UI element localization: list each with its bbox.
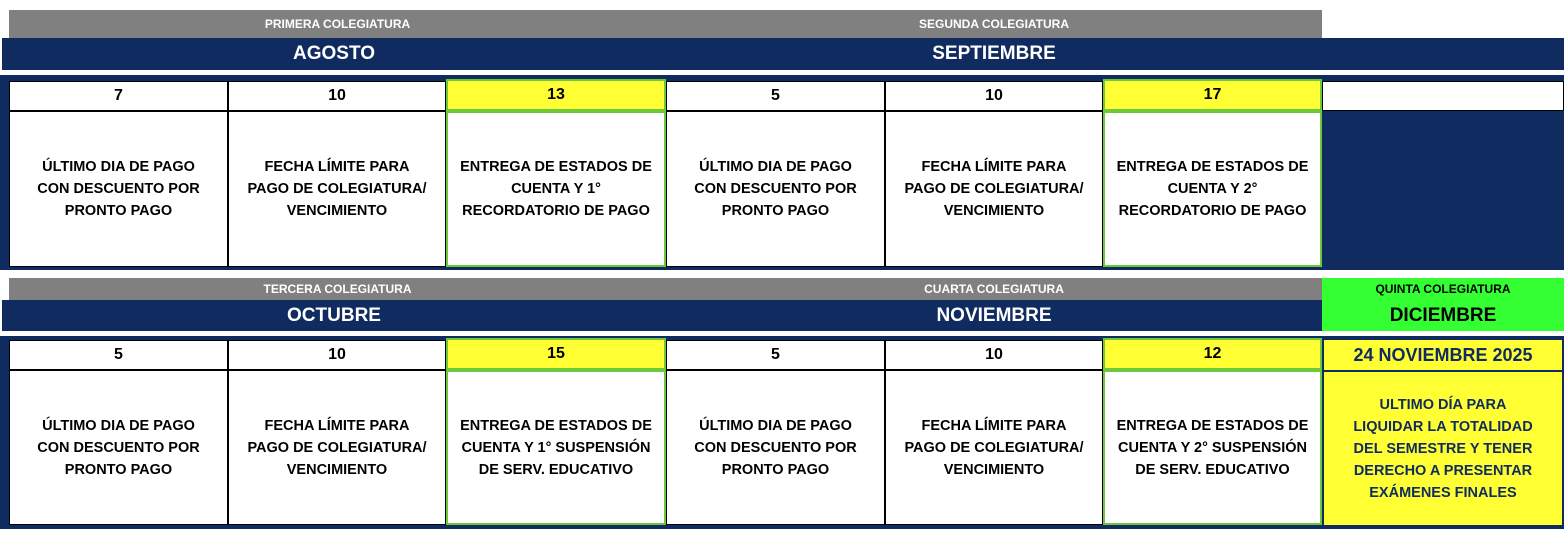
desc-cell: ÚLTIMO DIA DE PAGO CON DESCUENTO POR PRONTO PAGO (666, 370, 885, 525)
month-spacer (1322, 38, 1564, 70)
group-title-segunda: SEGUNDA COLEGIATURA (666, 10, 1322, 38)
month-octubre: OCTUBRE (2, 300, 666, 331)
group-title-tercera: TERCERA COLEGIATURA (9, 278, 666, 300)
date-cell: 10 (885, 340, 1103, 370)
date-cell: 5 (666, 81, 885, 111)
date-cell: 7 (9, 81, 228, 111)
month-agosto: AGOSTO (2, 38, 666, 70)
month-septiembre: SEPTIEMBRE (666, 38, 1322, 70)
date-cell: 10 (885, 81, 1103, 111)
month-noviembre: NOVIEMBRE (666, 300, 1322, 331)
desc-cell: ÚLTIMO DIA DE PAGO CON DESCUENTO POR PRONTO PAGO (666, 111, 885, 267)
desc-cell-highlight: ENTREGA DE ESTADOS DE CUENTA Y 2° RECORDATORIO DE PAGO (1103, 111, 1322, 267)
quinta-date: 24 NOVIEMBRE 2025 (1324, 340, 1562, 370)
date-cell-highlight: 17 (1103, 79, 1322, 111)
desc-cell: ÚLTIMO DIA DE PAGO CON DESCUENTO POR PRONTO PAGO (9, 111, 228, 267)
date-cell: 10 (228, 81, 446, 111)
desc-cell: FECHA LÍMITE PARA PAGO DE COLEGIATURA/ VENCIMIENTO (885, 111, 1103, 267)
date-cell: 5 (9, 340, 228, 370)
date-cell-highlight: 13 (446, 79, 666, 111)
group-title-quinta: QUINTA COLEGIATURA (1322, 278, 1564, 300)
desc-cell-highlight: ENTREGA DE ESTADOS DE CUENTA Y 2° SUSPENSIÓN DE SERV. EDUCATIVO (1103, 370, 1322, 525)
date-cell-highlight: 15 (446, 338, 666, 370)
desc-cell-highlight: ENTREGA DE ESTADOS DE CUENTA Y 1° RECORDATORIO DE PAGO (446, 111, 666, 267)
desc-cell: FECHA LÍMITE PARA PAGO DE COLEGIATURA/ VENCIMIENTO (228, 370, 446, 525)
desc-cell: ÚLTIMO DIA DE PAGO CON DESCUENTO POR PRONTO PAGO (9, 370, 228, 525)
date-cell-empty (1322, 81, 1564, 111)
group-title-primera: PRIMERA COLEGIATURA (9, 10, 666, 38)
quinta-desc: ULTIMO DÍA PARA LIQUIDAR LA TOTALIDAD DEL SEMESTRE Y TENER DERECHO A PRESENTAR EXÁMENES FINALES (1324, 372, 1562, 525)
date-cell: 10 (228, 340, 446, 370)
desc-cell: FECHA LÍMITE PARA PAGO DE COLEGIATURA/ VENCIMIENTO (228, 111, 446, 267)
date-cell: 5 (666, 340, 885, 370)
desc-cell: FECHA LÍMITE PARA PAGO DE COLEGIATURA/ VENCIMIENTO (885, 370, 1103, 525)
date-cell-highlight: 12 (1103, 338, 1322, 370)
group-title-cuarta: CUARTA COLEGIATURA (666, 278, 1322, 300)
desc-cell-highlight: ENTREGA DE ESTADOS DE CUENTA Y 1° SUSPENSIÓN DE SERV. EDUCATIVO (446, 370, 666, 525)
month-diciembre: DICIEMBRE (1322, 300, 1564, 331)
